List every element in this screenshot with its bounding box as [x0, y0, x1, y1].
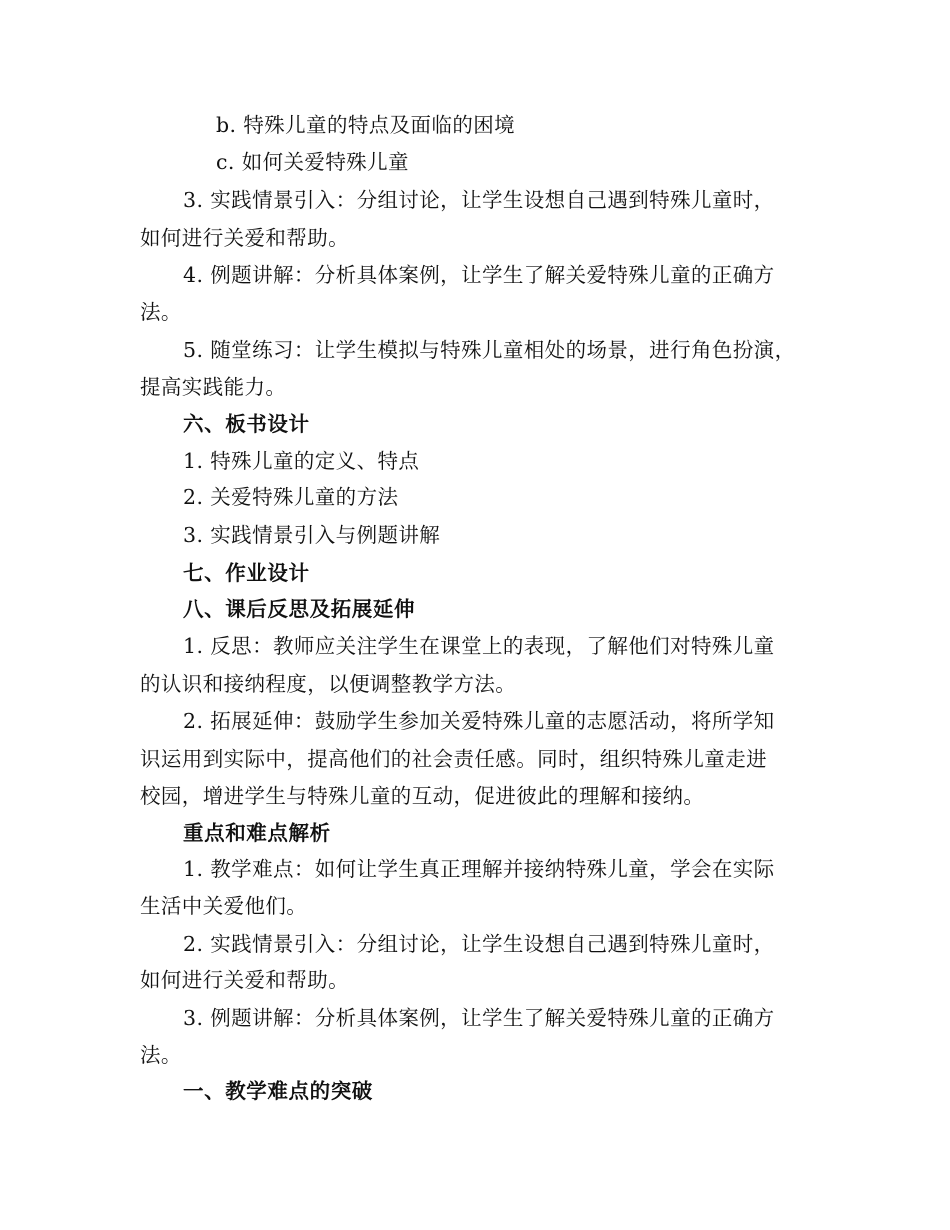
sub-item-b: b. 特殊儿童的特点及面临的困境: [216, 113, 516, 137]
sub-item-c: c. 如何关爱特殊儿童: [216, 150, 409, 174]
section-heading: 六、板书设计: [183, 412, 310, 436]
paragraph-line: 生活中关爱他们。: [140, 894, 308, 918]
paragraph-line: 1. 教学难点：如何让学生真正理解并接纳特殊儿童，学会在实际: [183, 857, 775, 881]
paragraph-line: 提高实践能力。: [140, 375, 287, 399]
paragraph-line: 4. 例题讲解：分析具体案例，让学生了解关爱特殊儿童的正确方: [183, 263, 775, 287]
paragraph-line: 3. 例题讲解：分析具体案例，让学生了解关爱特殊儿童的正确方: [183, 1006, 775, 1030]
paragraph-line: 法。: [140, 300, 182, 324]
paragraph-line: 2. 拓展延伸：鼓励学生参加关爱特殊儿童的志愿活动，将所学知: [183, 709, 775, 733]
paragraph-line: 的认识和接纳程度，以便调整教学方法。: [140, 672, 517, 696]
section-heading: 重点和难点解析: [183, 821, 331, 845]
section-heading: 七、作业设计: [183, 561, 310, 585]
paragraph-line: 2. 实践情景引入：分组讨论，让学生设想自己遇到特殊儿童时，: [183, 932, 775, 956]
paragraph-line: 法。: [140, 1043, 182, 1067]
section-heading: 一、教学难点的突破: [183, 1079, 373, 1103]
section-heading: 八、课后反思及拓展延伸: [183, 597, 416, 621]
paragraph-line: 5. 随堂练习：让学生模拟与特殊儿童相处的场景，进行角色扮演，: [183, 338, 796, 362]
paragraph-line: 3. 实践情景引入：分组讨论，让学生设想自己遇到特殊儿童时，: [183, 188, 775, 212]
list-item: 2. 关爱特殊儿童的方法: [183, 485, 399, 509]
list-item: 3. 实践情景引入与例题讲解: [183, 523, 441, 547]
paragraph-line: 如何进行关爱和帮助。: [140, 968, 349, 992]
paragraph-line: 校园，增进学生与特殊儿童的互动，促进彼此的理解和接纳。: [140, 784, 705, 808]
paragraph-line: 1. 反思：教师应关注学生在课堂上的表现，了解他们对特殊儿童: [183, 634, 775, 658]
paragraph-line: 识运用到实际中，提高他们的社会责任感。同时，组织特殊儿童走进: [140, 747, 767, 771]
list-item: 1. 特殊儿童的定义、特点: [183, 449, 420, 473]
paragraph-line: 如何进行关爱和帮助。: [140, 226, 349, 250]
